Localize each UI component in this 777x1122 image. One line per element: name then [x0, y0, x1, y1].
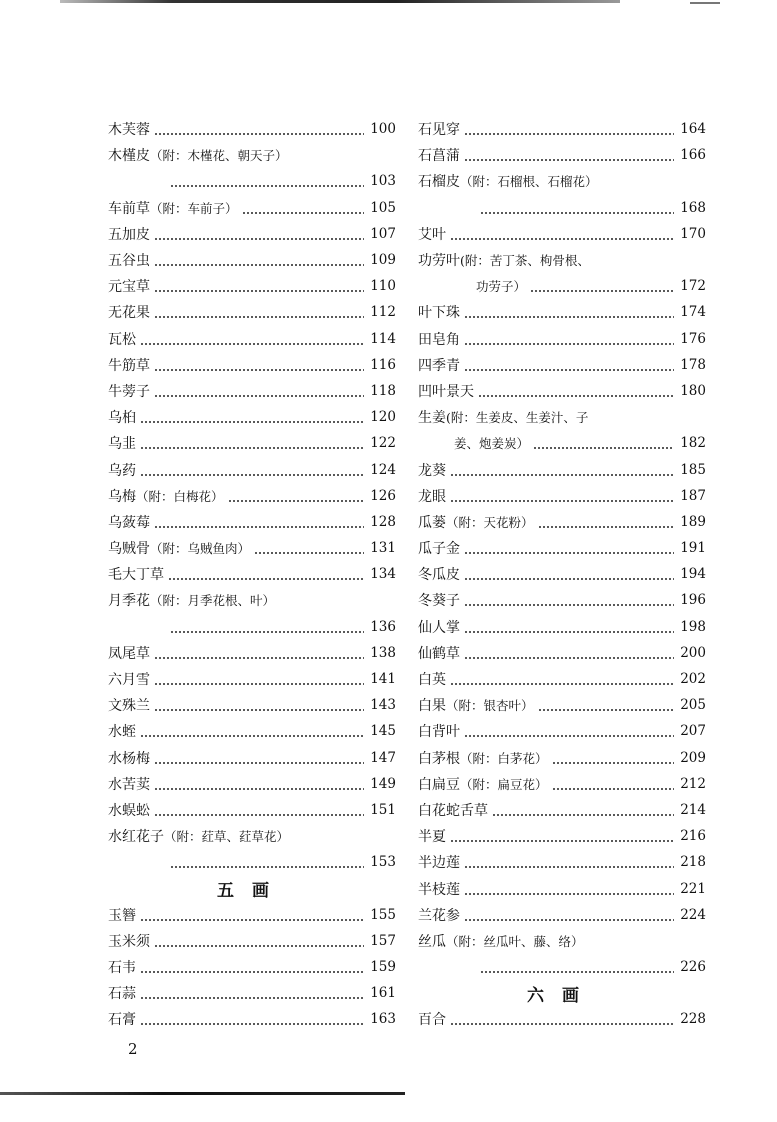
entry-page-number: 218 [680, 854, 706, 871]
entry-title: 叶下珠 [418, 305, 460, 322]
toc-entry [108, 116, 396, 142]
entry-page-number: 212 [680, 775, 706, 792]
entry-page-number: 166 [680, 147, 706, 164]
toc-entry [108, 352, 396, 378]
entry-title: 石见穿 [418, 122, 460, 139]
dot-leader [140, 436, 364, 450]
dot-leader [464, 620, 674, 634]
dot-leader [464, 882, 674, 896]
dot-leader [154, 777, 364, 791]
toc-entry [108, 404, 396, 430]
toc-entry [108, 666, 396, 692]
dot-leader [464, 724, 674, 738]
toc-entry [108, 587, 396, 613]
toc-entry [418, 142, 706, 168]
entry-title: 乌贼骨 [108, 541, 150, 558]
entry-page-number: 191 [680, 540, 706, 557]
entry-note: 姜、炮姜炭） [454, 436, 530, 452]
entry-title: 百合 [418, 1012, 446, 1029]
dot-leader [154, 803, 364, 817]
entry-page-number: 172 [680, 278, 706, 295]
toc-entry [108, 483, 396, 509]
entry-title: 乌蔹莓 [108, 514, 150, 531]
dot-leader [450, 829, 674, 843]
dot-leader [530, 279, 674, 293]
entry-title: 水杨梅 [108, 750, 150, 767]
entry-page-number: 209 [680, 749, 706, 766]
entry-page-number: 161 [370, 985, 396, 1002]
entry-title: 水苦荬 [108, 776, 150, 793]
entry-title: 月季花 [108, 593, 150, 610]
entry-page-number: 147 [370, 749, 396, 766]
entry-title: 乌梅 [108, 488, 136, 505]
toc-entry [418, 771, 706, 797]
entry-page-number: 128 [370, 513, 396, 530]
toc-entry [108, 378, 396, 404]
entry-note: （附：木槿花、朝天子） [150, 148, 288, 164]
entry-page-number: 109 [370, 252, 396, 269]
entry-page-number: 224 [680, 906, 706, 923]
entry-title: 白果 [418, 698, 446, 715]
entry-page-number: 194 [680, 566, 706, 583]
entry-page-number: 100 [370, 121, 396, 138]
toc-entry [108, 509, 396, 535]
entry-note: （附：月季花根、叶） [150, 593, 276, 609]
dot-leader [480, 201, 674, 215]
entry-title: 生姜 [418, 410, 446, 427]
dot-leader [464, 567, 674, 581]
toc-entry [418, 509, 706, 535]
entry-title: 瓦松 [108, 331, 136, 348]
entry-title: 白茅根 [418, 750, 460, 767]
toc-entry [418, 116, 706, 142]
toc-entry [418, 404, 706, 430]
dot-leader [154, 279, 364, 293]
dot-leader [140, 724, 364, 738]
toc-entry [418, 326, 706, 352]
dot-leader [154, 253, 364, 267]
entry-page-number: 120 [370, 409, 396, 426]
toc-entry [418, 587, 706, 613]
entry-page-number: 103 [370, 173, 396, 190]
entry-page-number: 198 [680, 618, 706, 635]
entry-page-number: 178 [680, 356, 706, 373]
entry-title: 白扁豆 [418, 776, 460, 793]
toc-entry [418, 666, 706, 692]
toc-entry [108, 247, 396, 273]
toc-entry [418, 456, 706, 482]
entry-page-number: 163 [370, 1011, 396, 1028]
dot-leader [464, 646, 674, 660]
toc-entry [108, 326, 396, 352]
toc-entry-continuation [418, 430, 706, 456]
entry-page-number: 216 [680, 828, 706, 845]
entry-title: 冬瓜皮 [418, 567, 460, 584]
entry-title: 乌桕 [108, 410, 136, 427]
toc-entry [418, 483, 706, 509]
entry-title: 木芙蓉 [108, 122, 150, 139]
entry-page-number: 110 [370, 278, 396, 295]
dot-leader [464, 541, 674, 555]
dot-leader [140, 1012, 364, 1026]
toc-entry-continuation [108, 849, 396, 875]
toc-entry [108, 456, 396, 482]
entry-note: (附：生姜皮、生姜汁、子 [446, 410, 589, 426]
toc-entry-continuation [418, 195, 706, 221]
toc-entry-continuation [108, 168, 396, 194]
entry-note: （附：白茅花） [460, 750, 548, 766]
entry-page-number: 134 [370, 566, 396, 583]
toc-entry [418, 640, 706, 666]
entry-page-number: 180 [680, 382, 706, 399]
entry-title: 凹叶景天 [418, 383, 474, 400]
dot-leader [480, 960, 674, 974]
entry-page-number: 170 [680, 225, 706, 242]
entry-page-number: 143 [370, 697, 396, 714]
dot-leader [464, 305, 674, 319]
entry-title: 白英 [418, 672, 446, 689]
entry-title: 车前草 [108, 200, 150, 217]
toc-entry-continuation [418, 273, 706, 299]
dot-leader [154, 646, 364, 660]
entry-page-number: 105 [370, 199, 396, 216]
entry-page-number: 182 [680, 435, 706, 452]
entry-title: 半边莲 [418, 855, 460, 872]
dot-leader [464, 908, 674, 922]
dot-leader [140, 410, 364, 424]
entry-page-number: 187 [680, 487, 706, 504]
dot-leader [154, 384, 364, 398]
entry-page-number: 202 [680, 671, 706, 688]
entry-title: 水蜈蚣 [108, 802, 150, 819]
dot-leader [464, 122, 674, 136]
entry-title: 乌韭 [108, 436, 136, 453]
entry-page-number: 124 [370, 461, 396, 478]
entry-title: 水红花子 [108, 829, 164, 846]
toc-entry [108, 980, 396, 1006]
dot-leader [492, 803, 674, 817]
entry-note: （附：扁豆花） [460, 776, 548, 792]
toc-entry [108, 928, 396, 954]
toc-entry [108, 535, 396, 561]
dot-leader [140, 463, 364, 477]
toc-entry [418, 561, 706, 587]
entry-title: 石菖蒲 [418, 148, 460, 165]
toc-column-right [418, 116, 706, 1033]
dot-leader [538, 698, 674, 712]
entry-page-number: 200 [680, 644, 706, 661]
entry-page-number: 205 [680, 697, 706, 714]
dot-leader [464, 593, 674, 607]
dot-leader [450, 1012, 674, 1026]
dot-leader [464, 855, 674, 869]
entry-page-number: 221 [680, 880, 706, 897]
entry-title: 冬葵子 [418, 593, 460, 610]
dot-leader [464, 148, 674, 162]
toc-entry [108, 954, 396, 980]
entry-note: （附：乌贼鱼肉） [150, 541, 251, 557]
entry-page-number: 228 [680, 1011, 706, 1028]
toc-entry [418, 928, 706, 954]
dot-leader [154, 515, 364, 529]
entry-page-number: 141 [370, 671, 396, 688]
entry-page-number: 168 [680, 199, 706, 216]
entry-title: 牛筋草 [108, 357, 150, 374]
entry-page-number: 157 [370, 932, 396, 949]
scan-edge-top-mark [690, 2, 720, 4]
toc-entry [418, 299, 706, 325]
entry-page-number: 159 [370, 959, 396, 976]
toc-entry [108, 771, 396, 797]
entry-page-number: 174 [680, 304, 706, 321]
dot-leader [140, 332, 364, 346]
entry-page-number: 151 [370, 801, 396, 818]
toc-entry [418, 823, 706, 849]
dot-leader [154, 672, 364, 686]
dot-leader [464, 358, 674, 372]
dot-leader [533, 436, 674, 450]
dot-leader [170, 174, 364, 188]
entry-page-number: 112 [370, 304, 396, 321]
dot-leader [154, 305, 364, 319]
entry-title: 乌药 [108, 462, 136, 479]
dot-leader [170, 855, 364, 869]
entry-title: 艾叶 [418, 226, 446, 243]
entry-title: 半夏 [418, 829, 446, 846]
toc-entry [108, 561, 396, 587]
entry-title: 五加皮 [108, 226, 150, 243]
dot-leader [154, 934, 364, 948]
toc-entry [108, 273, 396, 299]
toc-entry [418, 378, 706, 404]
dot-leader [450, 489, 674, 503]
toc-entry [418, 875, 706, 901]
scan-edge-top [60, 0, 620, 3]
entry-title: 丝瓜 [418, 933, 446, 950]
toc-entry [418, 535, 706, 561]
dot-leader [140, 960, 364, 974]
entry-title: 水蛭 [108, 724, 136, 741]
toc-entry [108, 195, 396, 221]
toc-entry [418, 614, 706, 640]
entry-title: 功劳叶 [418, 253, 460, 270]
dot-leader [254, 541, 364, 555]
entry-title: 仙鹤草 [418, 645, 460, 662]
entry-page-number: 149 [370, 775, 396, 792]
toc-entry [418, 247, 706, 273]
dot-leader [154, 698, 364, 712]
entry-page-number: 155 [370, 906, 396, 923]
toc-entry [108, 640, 396, 666]
entry-title: 无花果 [108, 305, 150, 322]
toc-entry [108, 718, 396, 744]
entry-note: (附：苦丁茶、枸骨根、 [460, 253, 590, 269]
entry-title: 白花蛇舌草 [418, 802, 488, 819]
entry-note: （附：荭草、荭草花） [164, 829, 290, 845]
dot-leader [242, 201, 364, 215]
entry-page-number: 138 [370, 644, 396, 661]
toc-entry [108, 1006, 396, 1032]
toc-entry [108, 142, 396, 168]
toc-entry-continuation [108, 614, 396, 640]
dot-leader [478, 384, 674, 398]
entry-page-number: 131 [370, 540, 396, 557]
toc-entry [418, 797, 706, 823]
toc-entry [418, 168, 706, 194]
toc-entry [108, 797, 396, 823]
entry-page-number: 207 [680, 723, 706, 740]
dot-leader [154, 122, 364, 136]
dot-leader [140, 908, 364, 922]
toc-entry [418, 849, 706, 875]
dot-leader [552, 777, 674, 791]
dot-leader [450, 672, 674, 686]
entry-title: 白背叶 [418, 724, 460, 741]
toc-entry [418, 221, 706, 247]
entry-title: 瓜蒌 [418, 514, 446, 531]
dot-leader [154, 227, 364, 241]
toc-entry [108, 823, 396, 849]
entry-note: （附：白梅花） [136, 488, 224, 504]
toc-entry [108, 692, 396, 718]
scan-edge-bottom [0, 1092, 405, 1095]
entry-page-number: 122 [370, 435, 396, 452]
entry-page-number: 196 [680, 592, 706, 609]
entry-title: 兰花参 [418, 907, 460, 924]
toc-column-left [108, 116, 396, 1033]
toc-entry [108, 902, 396, 928]
entry-title: 六月雪 [108, 672, 150, 689]
toc-entry [108, 299, 396, 325]
dot-leader [538, 515, 674, 529]
entry-page-number: 226 [680, 959, 706, 976]
dot-leader [154, 358, 364, 372]
entry-title: 木槿皮 [108, 148, 150, 165]
entry-title: 五谷虫 [108, 253, 150, 270]
section-heading: 五画 [217, 881, 287, 902]
entry-title: 龙葵 [418, 462, 446, 479]
entry-title: 石膏 [108, 1012, 136, 1029]
dot-leader [154, 751, 364, 765]
toc-entry [108, 430, 396, 456]
entry-note: （附：石榴根、石榴花） [460, 174, 598, 190]
toc-entry [108, 745, 396, 771]
entry-page-number: 118 [370, 382, 396, 399]
entry-note: （附：车前子） [150, 200, 238, 216]
dot-leader [170, 620, 364, 634]
entry-title: 四季青 [418, 357, 460, 374]
section-heading: 六画 [527, 985, 597, 1006]
entry-note: 功劳子） [476, 279, 527, 295]
dot-leader [450, 227, 674, 241]
entry-page-number: 107 [370, 225, 396, 242]
entry-note: （附：丝瓜叶、藤、络） [446, 933, 584, 949]
entry-title: 元宝草 [108, 279, 150, 296]
toc-entry [418, 352, 706, 378]
entry-page-number: 126 [370, 487, 396, 504]
entry-page-number: 114 [370, 330, 396, 347]
page-number: 2 [128, 1040, 138, 1058]
toc-entry [108, 221, 396, 247]
entry-title: 石榴皮 [418, 174, 460, 191]
entry-title: 半枝莲 [418, 881, 460, 898]
dot-leader [552, 751, 674, 765]
toc-entry [418, 718, 706, 744]
entry-title: 文殊兰 [108, 698, 150, 715]
entry-page-number: 176 [680, 330, 706, 347]
entry-page-number: 185 [680, 461, 706, 478]
dot-leader [168, 567, 364, 581]
entry-note: （附：天花粉） [446, 514, 534, 530]
toc-entry [418, 1006, 706, 1032]
entry-title: 瓜子金 [418, 541, 460, 558]
toc-entry [418, 745, 706, 771]
entry-title: 凤尾草 [108, 645, 150, 662]
dot-leader [450, 463, 674, 477]
dot-leader [464, 332, 674, 346]
entry-title: 牛蒡子 [108, 383, 150, 400]
entry-page-number: 164 [680, 121, 706, 138]
entry-title: 玉米须 [108, 933, 150, 950]
entry-title: 田皂角 [418, 331, 460, 348]
entry-title: 玉簪 [108, 907, 136, 924]
dot-leader [140, 986, 364, 1000]
entry-page-number: 136 [370, 618, 396, 635]
entry-title: 石韦 [108, 960, 136, 977]
entry-title: 石蒜 [108, 986, 136, 1003]
entry-note: （附：银杏叶） [446, 698, 534, 714]
entry-page-number: 145 [370, 723, 396, 740]
entry-page-number: 189 [680, 513, 706, 530]
entry-title: 毛大丁草 [108, 567, 164, 584]
entry-page-number: 116 [370, 356, 396, 373]
toc-entry [418, 902, 706, 928]
entry-page-number: 214 [680, 801, 706, 818]
entry-title: 龙眼 [418, 488, 446, 505]
entry-title: 仙人掌 [418, 619, 460, 636]
toc-entry-continuation [418, 954, 706, 980]
entry-page-number: 153 [370, 854, 396, 871]
dot-leader [228, 489, 364, 503]
toc-entry [418, 692, 706, 718]
